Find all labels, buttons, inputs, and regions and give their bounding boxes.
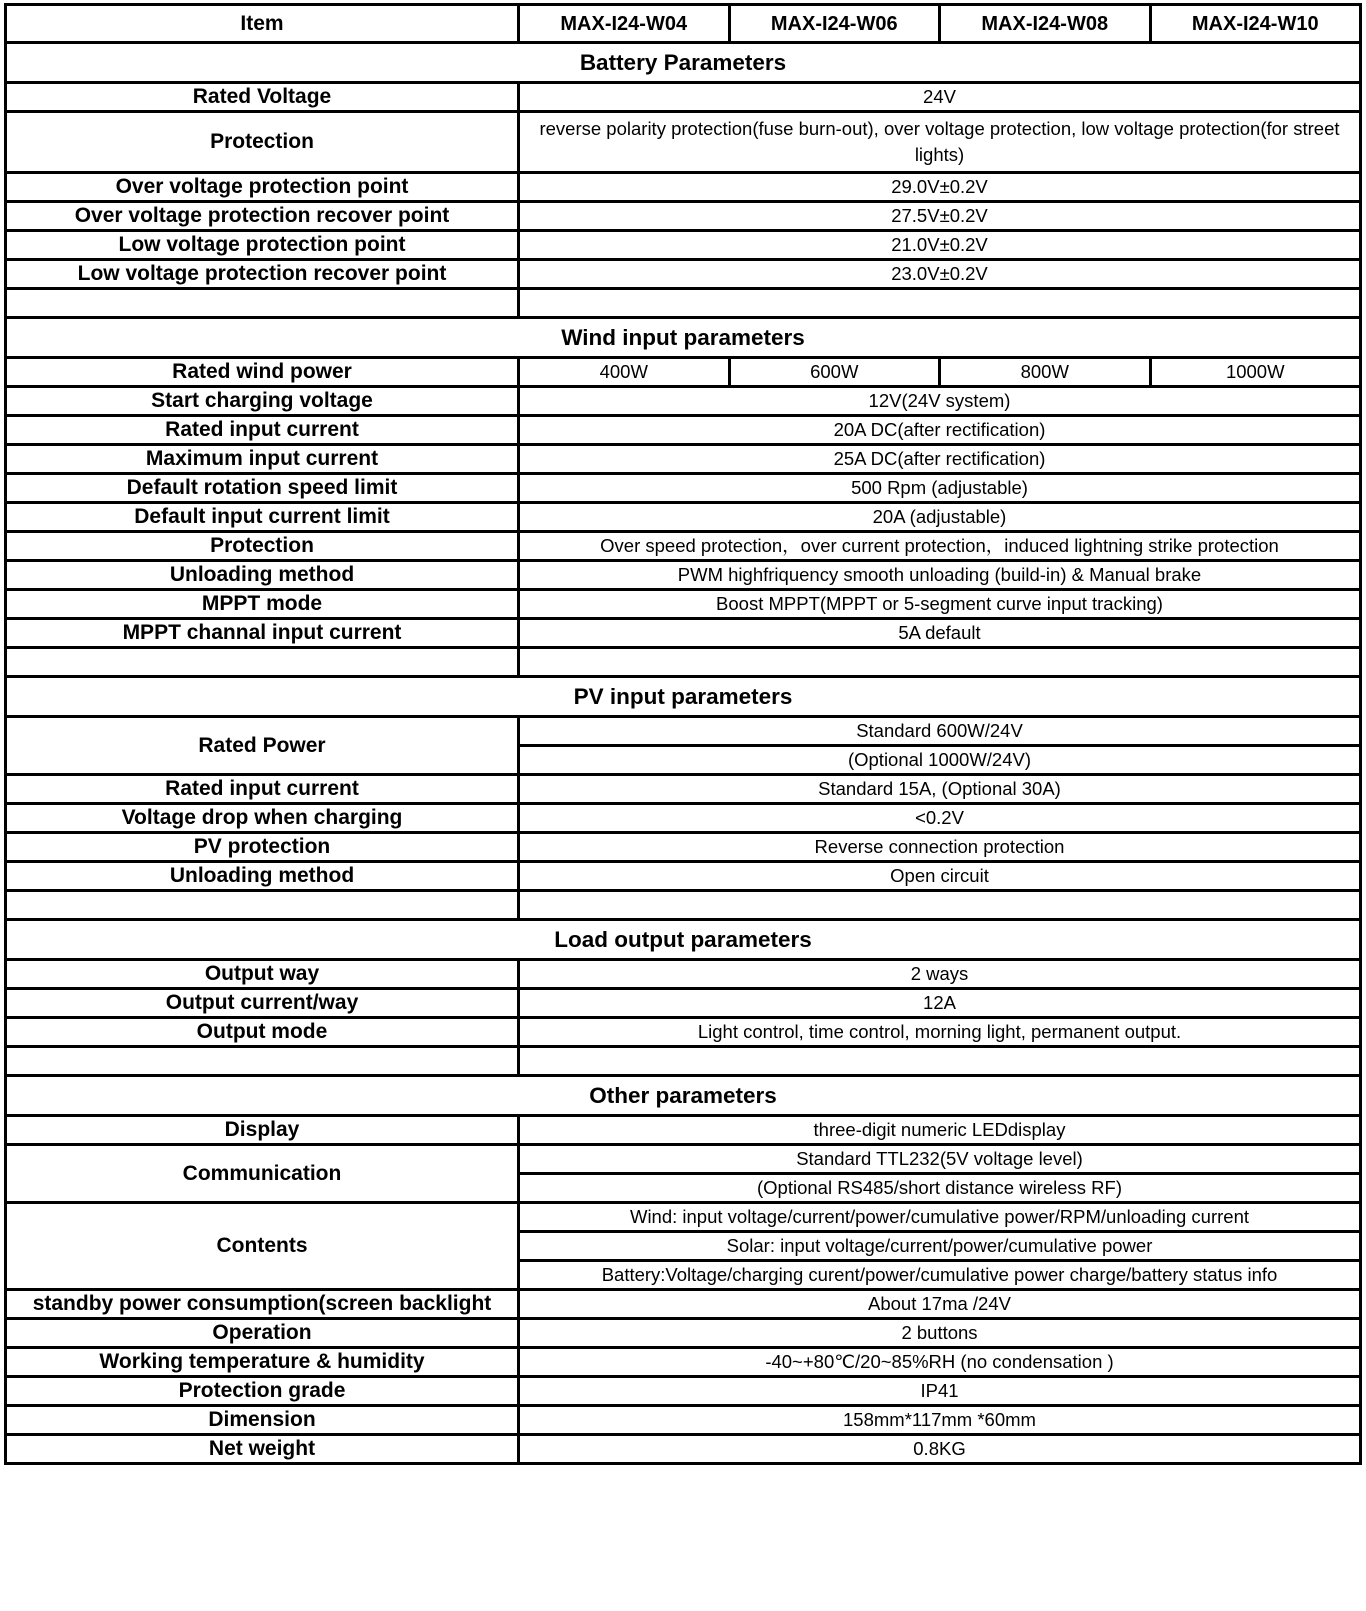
spec-row (6, 619, 1361, 648)
blank-cell (519, 648, 1361, 677)
spec-value: Over speed protection，over current protection，induced lightning strike protection (519, 532, 1361, 561)
spec-row (6, 202, 1361, 231)
spec-label: Rated wind power (6, 358, 519, 387)
spec-label: MPPT mode (6, 590, 519, 619)
section-title: PV input parameters (6, 677, 1361, 717)
spec-label: Over voltage protection point (6, 173, 519, 202)
spec-value: Standard TTL232(5V voltage level) (519, 1145, 1361, 1174)
spec-value: 21.0V±0.2V (519, 231, 1361, 260)
spec-value: three-digit numeric LEDdisplay (519, 1116, 1361, 1145)
spec-value-model: 600W (729, 358, 940, 387)
spec-row (6, 532, 1361, 561)
spec-label: Working temperature & humidity (6, 1348, 519, 1377)
spec-label: Output current/way (6, 989, 519, 1018)
spec-row (6, 387, 1361, 416)
spec-value: 0.8KG (519, 1435, 1361, 1464)
spec-value: IP41 (519, 1377, 1361, 1406)
spec-value: 27.5V±0.2V (519, 202, 1361, 231)
header-item: Item (6, 5, 519, 43)
spec-value: 12V(24V system) (519, 387, 1361, 416)
spec-row (6, 833, 1361, 862)
spec-row (6, 474, 1361, 503)
spec-row (6, 1145, 1361, 1174)
spec-label: Operation (6, 1319, 519, 1348)
blank-row (6, 1047, 1361, 1076)
spec-value: 29.0V±0.2V (519, 173, 1361, 202)
spec-value: Battery:Voltage/charging curent/power/cumulative power charge/battery status info (519, 1261, 1361, 1290)
section-title: Other parameters (6, 1076, 1361, 1116)
spec-label: Contents (6, 1203, 519, 1290)
blank-cell (519, 891, 1361, 920)
spec-row (6, 1290, 1361, 1319)
spec-label: Maximum input current (6, 445, 519, 474)
spec-value-model: 400W (519, 358, 730, 387)
spec-label: Unloading method (6, 862, 519, 891)
spec-row (6, 358, 1361, 387)
blank-row (6, 891, 1361, 920)
spec-value: <0.2V (519, 804, 1361, 833)
header-model: MAX-I24-W04 (519, 5, 730, 43)
spec-value: Reverse connection protection (519, 833, 1361, 862)
spec-value: About 17ma /24V (519, 1290, 1361, 1319)
spec-value: 500 Rpm (adjustable) (519, 474, 1361, 503)
spec-row (6, 173, 1361, 202)
spec-label: Protection (6, 532, 519, 561)
spec-label: Communication (6, 1145, 519, 1203)
spec-row (6, 862, 1361, 891)
spec-value: 12A (519, 989, 1361, 1018)
spec-label: standby power consumption(screen backlight (6, 1290, 519, 1319)
spec-value: 25A DC(after rectification) (519, 445, 1361, 474)
spec-row (6, 1203, 1361, 1232)
spec-row (6, 1319, 1361, 1348)
spec-row (6, 1406, 1361, 1435)
blank-cell (6, 289, 519, 318)
spec-value-model: 800W (940, 358, 1151, 387)
spec-table (4, 3, 1362, 1465)
spec-label: Low voltage protection point (6, 231, 519, 260)
spec-value: Light control, time control, morning light, permanent output. (519, 1018, 1361, 1047)
header-model: MAX-I24-W06 (729, 5, 940, 43)
header-model: MAX-I24-W08 (940, 5, 1151, 43)
spec-row (6, 260, 1361, 289)
spec-value: Standard 15A, (Optional 30A) (519, 775, 1361, 804)
spec-value: 2 ways (519, 960, 1361, 989)
spec-value: -40~+80℃/20~85%RH (no condensation ) (519, 1348, 1361, 1377)
spec-value: Open circuit (519, 862, 1361, 891)
section-header-row (6, 677, 1361, 717)
section-header-row (6, 1076, 1361, 1116)
spec-label: Start charging voltage (6, 387, 519, 416)
spec-value: Wind: input voltage/current/power/cumulative power/RPM/unloading current (519, 1203, 1361, 1232)
spec-value: 23.0V±0.2V (519, 260, 1361, 289)
spec-label: Rated input current (6, 775, 519, 804)
spec-label: Voltage drop when charging (6, 804, 519, 833)
spec-value: 20A DC(after rectification) (519, 416, 1361, 445)
spec-label: Over voltage protection recover point (6, 202, 519, 231)
spec-value: 20A (adjustable) (519, 503, 1361, 532)
spec-label: Low voltage protection recover point (6, 260, 519, 289)
spec-row (6, 83, 1361, 112)
section-header-row (6, 43, 1361, 83)
section-header-row (6, 318, 1361, 358)
spec-row (6, 717, 1361, 746)
spec-value: (Optional 1000W/24V) (519, 746, 1361, 775)
spec-row (6, 1377, 1361, 1406)
spec-row (6, 804, 1361, 833)
spec-row (6, 1348, 1361, 1377)
spec-row (6, 503, 1361, 532)
spec-value: Standard 600W/24V (519, 717, 1361, 746)
spec-value: 24V (519, 83, 1361, 112)
spec-row (6, 590, 1361, 619)
spec-row (6, 561, 1361, 590)
spec-value: 158mm*117mm *60mm (519, 1406, 1361, 1435)
spec-label: Dimension (6, 1406, 519, 1435)
header-row (6, 5, 1361, 43)
spec-row (6, 416, 1361, 445)
spec-label: Rated Power (6, 717, 519, 775)
spec-row (6, 112, 1361, 173)
section-title: Load output parameters (6, 920, 1361, 960)
blank-cell (6, 1047, 519, 1076)
spec-label: Rated input current (6, 416, 519, 445)
spec-row (6, 231, 1361, 260)
spec-value: 2 buttons (519, 1319, 1361, 1348)
header-model: MAX-I24-W10 (1150, 5, 1361, 43)
blank-row (6, 648, 1361, 677)
blank-cell (6, 891, 519, 920)
spec-label: PV protection (6, 833, 519, 862)
spec-label: MPPT channal input current (6, 619, 519, 648)
spec-row (6, 1435, 1361, 1464)
blank-row (6, 289, 1361, 318)
spec-row (6, 989, 1361, 1018)
spec-label: Display (6, 1116, 519, 1145)
spec-row (6, 445, 1361, 474)
section-title: Wind input parameters (6, 318, 1361, 358)
spec-value: (Optional RS485/short distance wireless RF) (519, 1174, 1361, 1203)
spec-row (6, 1018, 1361, 1047)
spec-row (6, 775, 1361, 804)
spec-label: Protection (6, 112, 519, 173)
spec-value: 5A default (519, 619, 1361, 648)
spec-label: Net weight (6, 1435, 519, 1464)
blank-cell (6, 648, 519, 677)
spec-label: Default rotation speed limit (6, 474, 519, 503)
spec-label: Rated Voltage (6, 83, 519, 112)
spec-label: Unloading method (6, 561, 519, 590)
section-header-row (6, 920, 1361, 960)
spec-label: Output way (6, 960, 519, 989)
blank-cell (519, 289, 1361, 318)
spec-value: Solar: input voltage/current/power/cumulative power (519, 1232, 1361, 1261)
spec-value: PWM highfriquency smooth unloading (build-in) & Manual brake (519, 561, 1361, 590)
spec-value-model: 1000W (1150, 358, 1361, 387)
spec-label: Protection grade (6, 1377, 519, 1406)
spec-label: Default input current limit (6, 503, 519, 532)
spec-label: Output mode (6, 1018, 519, 1047)
spec-row (6, 960, 1361, 989)
spec-value: Boost MPPT(MPPT or 5-segment curve input tracking) (519, 590, 1361, 619)
section-title: Battery Parameters (6, 43, 1361, 83)
spec-row (6, 1116, 1361, 1145)
blank-cell (519, 1047, 1361, 1076)
spec-value: reverse polarity protection(fuse burn-out), over voltage protection, low voltage protection(for street lights) (519, 112, 1361, 173)
